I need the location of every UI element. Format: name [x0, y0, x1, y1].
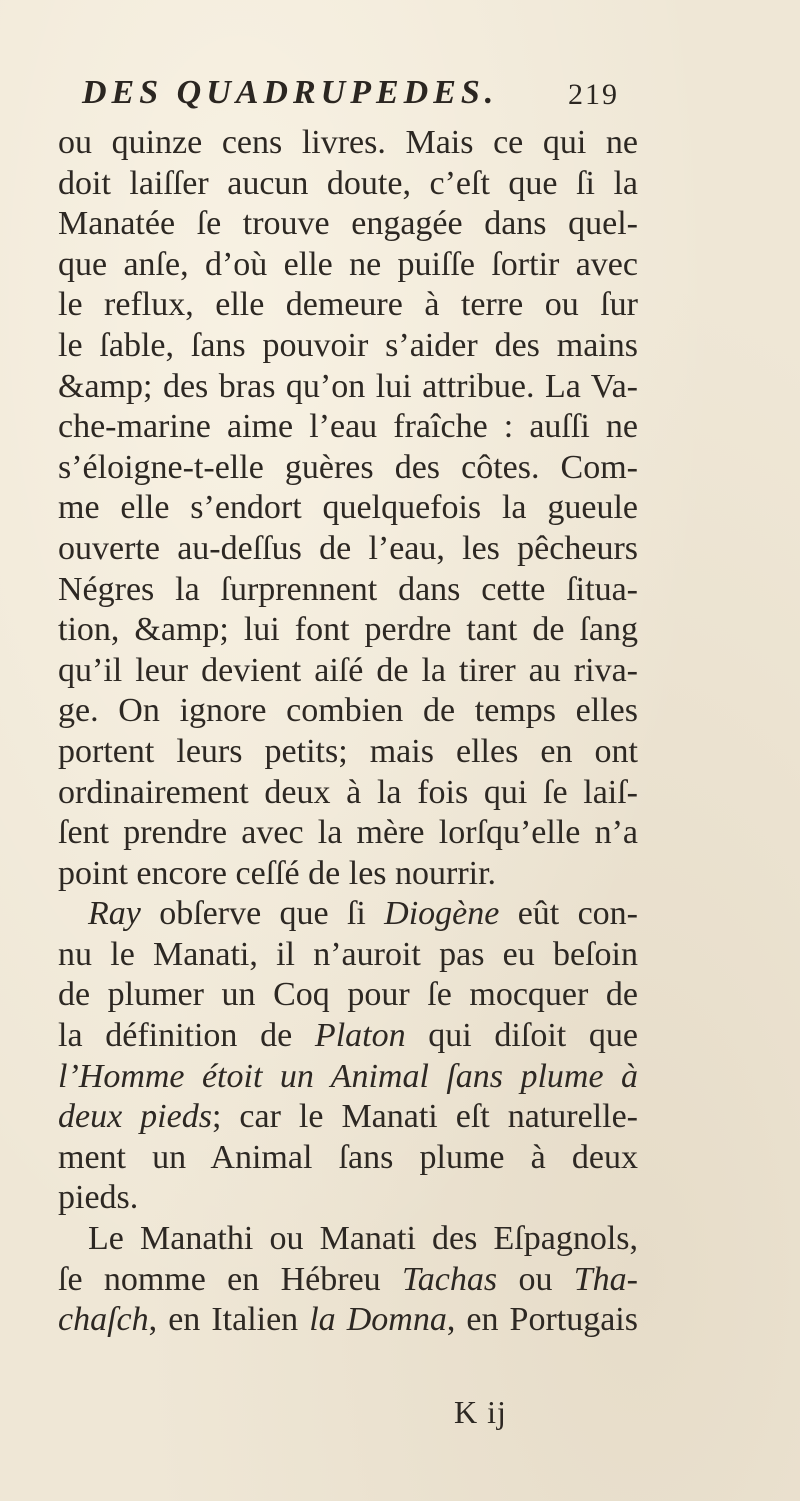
- text-line: [58, 1300, 638, 1341]
- text-line: Le Manathi ou Manati des Eſpagnols,: [88, 1220, 638, 1258]
- page-number: 219: [568, 78, 619, 111]
- text-run: , en Italien: [148, 1301, 310, 1339]
- text-line: ment un Animal ſans plume à deux: [58, 1138, 638, 1176]
- text-line: point encore ceſſé de les nourrir.: [58, 854, 497, 892]
- text-line: le reflux, elle demeure à terre ou ſur: [58, 286, 638, 324]
- text-line: ouverte au-deſſus de l’eau, les pêcheurs: [58, 529, 638, 567]
- running-head: DES QUADRUPEDES.: [82, 74, 499, 111]
- text-line: pieds.: [58, 1179, 139, 1217]
- text-run: ſe nomme en Hébreu: [58, 1260, 402, 1298]
- text-run: obſerve que ſi: [140, 895, 385, 933]
- text-line: [58, 1260, 638, 1301]
- text-line: me elle s’endort quelquefois la gueule: [58, 489, 638, 527]
- text-line: [58, 1016, 638, 1057]
- text-line: qu’il leur devient aiſé de la tirer au riva-: [58, 651, 638, 689]
- text-line: l’Homme étoit un Animal ſans plume à: [58, 1057, 638, 1095]
- text-run: , en Portugais: [446, 1301, 638, 1339]
- text-line: ou quinze cens livres. Mais ce qui ne: [58, 124, 638, 161]
- foreign-word: Tha-: [573, 1260, 638, 1298]
- text-line: che-marine aime l’eau fraîche : auſſi ne: [58, 408, 638, 446]
- text-run: la définition de: [58, 1017, 315, 1055]
- author-name: Platon: [314, 1017, 406, 1055]
- text-line: s’éloigne-t-elle guères des côtes. Com-: [58, 448, 638, 486]
- text-line: Manatée ſe trouve engagée dans quel-: [58, 205, 638, 243]
- text-run: qui diſoit que: [405, 1017, 639, 1055]
- text-line: de plumer un Coq pour ſe mocquer de: [58, 976, 638, 1014]
- foreign-word: Tachas: [401, 1260, 498, 1298]
- text-line: Négres la ſurprennent dans cette ſitua-: [58, 570, 638, 608]
- text-line: que anſe, d’où elle ne puiſſe ſortir avec: [58, 245, 638, 283]
- text-line: ſent prendre avec la mère lorſqu’elle n’a: [58, 814, 638, 852]
- text-line: portent leurs petits; mais elles en ont: [58, 732, 638, 770]
- text-run: eût con-: [499, 895, 638, 933]
- signature-mark: K ij: [454, 1394, 507, 1430]
- author-name: Diogène: [384, 895, 500, 933]
- author-name: Ray: [88, 895, 141, 933]
- text-line: tion, &amp; lui font perdre tant de ſang: [58, 611, 638, 649]
- text-line: le ſable, ſans pouvoir s’aider des mains: [58, 326, 638, 364]
- text-run: ou: [497, 1260, 574, 1298]
- text-run: ; car le Manati eſt naturelle-: [211, 1098, 638, 1136]
- foreign-word: la Domna: [309, 1301, 447, 1339]
- text-line: ge. On ignore combien de temps elles: [58, 692, 638, 730]
- text-line: [58, 894, 638, 935]
- text-line: doit laiſſer aucun doute, c’eſt que ſi la: [58, 164, 638, 202]
- body-text: [58, 123, 638, 1341]
- text-run: deux pieds: [58, 1098, 212, 1136]
- text-line: [58, 1097, 638, 1138]
- page-header: [70, 68, 630, 120]
- foreign-word: chaſch: [58, 1301, 149, 1339]
- text-line: nu le Manati, il n’auroit pas eu beſoin: [58, 935, 638, 973]
- text-line: ordinairement deux à la fois qui ſe laiſ-: [58, 773, 638, 811]
- text-line: &amp; des bras qu’on lui attribue. La Va-: [58, 367, 638, 405]
